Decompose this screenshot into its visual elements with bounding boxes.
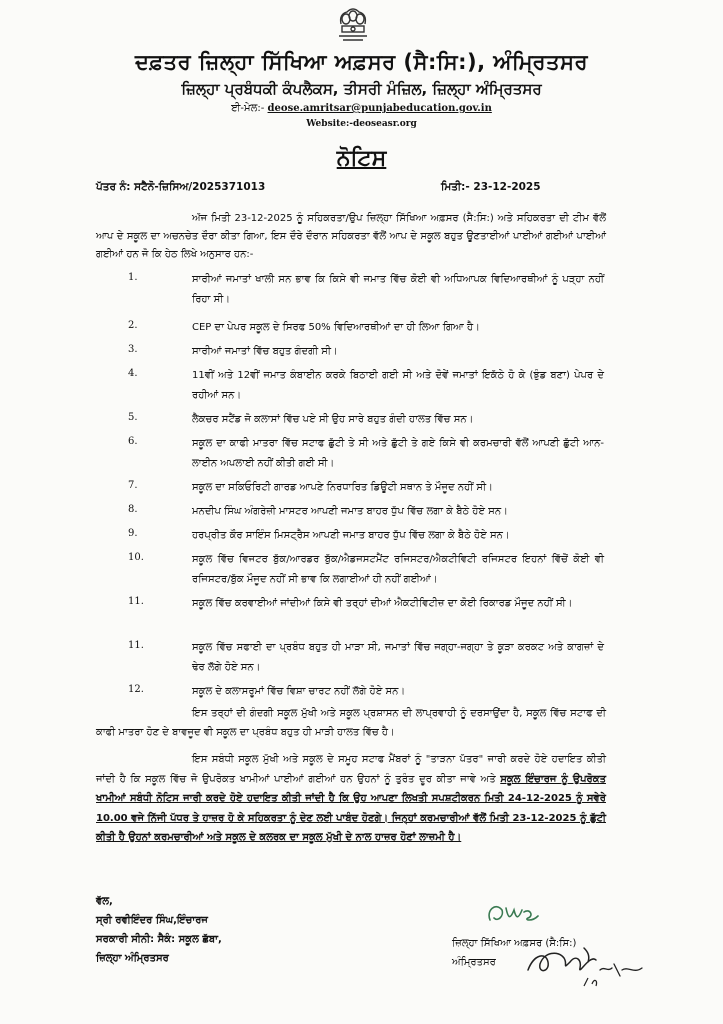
item-text: ਸਕੂਲ ਵਿੱਚ ਵਿਜਟਰ ਬੁੱਕ/ਆਰਡਰ ਬੁੱਕ/ਐਡਜਸਟਮੈਂਟ ਰਜਿਸਟਰ/ਐਕਟੀਵਿਟੀ ਰਜਿਸਟਰ ਇਹਨਾਂ ਵਿੱਚੋਂ ਕੋਈ ਵੀ ਰਜਿਸਟਰ/ਬੁੱਕ ਮੌਜੂਦ ਨਹੀਂ ਸੀ ਭਾਵ ਕਿ ਲਗਾਈਆਂ ਹੀ ਨਹੀਂ ਗਈਆਂ। [192, 554, 604, 585]
signatory-title: ਜ਼ਿਲ੍ਹਾ ਸਿੱਖਿਆ ਅਫ਼ਸਰ (ਸੈ:ਸਿ:) [452, 938, 577, 949]
intro-paragraph: ਅੱਜ ਮਿਤੀ 23-12-2025 ਨੂੰ ਸਹਿਕਰਤਾ/ਉਪ ਜ਼ਿਲ੍ਹਾ ਸਿੱਖਿਆ ਅਫ਼ਸਰ (ਸੈ:ਸਿ:) ਅਤੇ ਸਹਿਕਰਤਾ ਦੀ ਟੀਮ ਵੱਲੋਂ ਆਪ ਦੇ ਸਕੂਲ ਦਾ ਅਚਨਚੇਤ ਦੌਰਾ ਕੀਤਾ ਗਿਆ, ਇਸ ਦੌਰੇ ਦੌਰਾਨ ਸਹਿਕਰਤਾ ਵੱਲੋਂ ਆਪ ਦੇ ਸਕੂਲ ਬਹੁਤ ਊਣਤਾਈਆਂ ਪਾਈਆਂ ਗਈਆਂ ਪਾਈਆਂ ਗਈਆਂ ਹਨ ਜੋ ਕਿ ਹੇਠ ਲਿਖੇ ਅਨੁਸਾਰ ਹਨ:- [96, 213, 606, 260]
item-number: 9. [128, 528, 138, 539]
item-text: CEP ਦਾ ਪੇਪਰ ਸਕੂਲ ਦੇ ਸਿਰਫ 50% ਵਿਦਿਆਰਥੀਆਂ ਦਾ ਹੀ ਲਿਆ ਗਿਆ ਹੈ। [192, 322, 480, 333]
initials-signature [484, 898, 544, 930]
item-number: 7. [128, 480, 138, 491]
item-text: ਸਕੂਲ ਵਿੱਚ ਕਰਵਾਈਆਂ ਜਾਂਦੀਆਂ ਕਿਸੇ ਵੀ ਤਰ੍ਹਾਂ ਦੀਆਂ ਐਕਟੀਵਿਟੀਜ਼ ਦਾ ਕੋਈ ਰਿਕਾਰਡ ਮੌਜੂਦ ਨਹੀਂ ਸੀ। [192, 598, 573, 609]
item-number: 1. [128, 272, 138, 283]
item-number: 5. [128, 412, 138, 423]
item-number: 8. [128, 504, 138, 515]
item-text: ਹਰਪ੍ਰੀਤ ਕੌਰ ਸਾਇੰਸ ਮਿਸਟ੍ਰੈਸ ਆਪਣੀ ਜਮਾਤ ਬਾਹਰ ਧੁੱਪ ਵਿੱਚ ਲਗਾ ਕੇ ਬੈਠੇ ਹੋਏ ਸਨ। [192, 530, 510, 541]
email-line [0, 103, 723, 114]
item-text: ਸਕੂਲ ਦਾ ਸਕਿਓਰਿਟੀ ਗਾਰਡ ਆਪਣੇ ਨਿਰਧਾਰਿਤ ਡਿਊਟੀ ਸਥਾਨ ਤੇ ਮੌਜੂਦ ਨਹੀਂ ਸੀ। [192, 482, 493, 493]
item-text: ਸਕੂਲ ਵਿੱਚ ਸਫਾਈ ਦਾ ਪ੍ਰਬੰਧ ਬਹੁਤ ਹੀ ਮਾੜਾ ਸੀ, ਜਮਾਤਾਂ ਵਿੱਚ ਜਗ੍ਹਾ-ਜਗ੍ਹਾ ਤੇ ਕੂੜਾ ਕਰਕਟ ਅਤੇ ਕਾਗਜ਼ਾਂ ਦੇ ਢੇਰ ਲੱਗੇ ਹੋਏ ਸਨ। [192, 642, 604, 673]
state-emblem-icon [333, 2, 373, 48]
item-number: 10. [128, 552, 144, 563]
office-address: ਜ਼ਿਲ੍ਹਾ ਪ੍ਰਬੰਧਕੀ ਕੰਪਲੈਕਸ, ਤੀਸਰੀ ਮੰਜ਼ਿਲ, ਜ਼ਿਲ੍ਹਾ ਅੰਮ੍ਰਿਤਸਰ [181, 80, 542, 98]
recipient-district: ਜ਼ਿਲ੍ਹਾ ਅੰਮ੍ਰਿਤਸਰ [96, 953, 169, 964]
notice-date: ਮਿਤੀ:- 23-12-2025 [441, 181, 541, 193]
recipient-label: ਵੱਲ, [96, 896, 113, 907]
recipient-name: ਸ੍ਰੀ ਰਵੀਇੰਦਰ ਸਿੰਘ,ਇੰਚਾਰਜ [96, 915, 208, 926]
signatory-place: ਅੰਮ੍ਰਿਤਸਰ [452, 957, 496, 968]
item-number: 6. [128, 436, 138, 447]
item-text: 11ਵੀਂ ਅਤੇ 12ਵੀਂ ਜਮਾਤ ਕੰਬਾਈਨ ਕਰਕੇ ਬਿਠਾਈ ਗਈ ਸੀ ਅਤੇ ਦੋਵੇਂ ਜਮਾਤਾਂ ਇਕੱਠੇ ਹੋ ਕੇ (ਝੁੰਡ ਬਣਾ) ਪੇਪਰ ਦੇ ਰਹੀਆਂ ਸਨ। [192, 370, 604, 401]
item-number: 4. [128, 368, 138, 379]
item-text: ਲੈਕਚਰ ਸਟੈਂਡ ਜੋ ਕਲਾਸਾਂ ਵਿੱਚ ਪਏ ਸੀ ਉਹ ਸਾਰੇ ਬਹੁਤ ਗੰਦੀ ਹਾਲਤ ਵਿੱਚ ਸਨ। [192, 414, 474, 425]
instruction-bold-text: ਸਕੂਲ ਇੰਚਾਰਜ ਨੂੰ ਉਪਰੋਕਤ ਖਾਮੀਆਂ ਸਬੰਧੀ ਨੋਟਿਸ ਜਾਰੀ ਕਰਦੇ ਹੋਏ ਹਦਾਇਤ ਕੀਤੀ ਜਾਂਦੀ ਹੈ ਕਿ ਉਹ ਆਪਣਾ ਲਿਖਤੀ ਸਪਸ਼ਟੀਕਰਨ ਮਿਤੀ 24-12-2025 ਨੂੰ ਸਵੇਰੇ 10.00 ਵਜੇ ਨਿੱਜੀ ਪੱਧਰ ਤੇ ਹਾਜ਼ਰ ਹੋ ਕੇ ਸਹਿਕਰਤਾ ਨੂੰ ਦੇਣ ਲਈ ਪਾਬੰਦ ਹੋਣਗੇ। ਜਿਨ੍ਹਾਂ ਕਰਮਚਾਰੀਆਂ ਵੱਲੋਂ ਮਿਤੀ 23-12-2025 ਨੂੰ ਛੁੱਟੀ ਕੀਤੀ ਹੈ ਉਹਨਾਂ ਕਰਮਚਾਰੀਆਂ ਅਤੇ ਸਕੂਲ ਦੇ ਕਲਰਕ ਦਾ ਸਕੂਲ ਮੁੱਖੀ ਦੇ ਨਾਲ ਹਾਜ਼ਰ ਹੋਣਾਂ ਲਾਜ਼ਮੀ ਹੈ। [96, 773, 606, 843]
item-number: 3. [128, 344, 138, 355]
instruction-paragraph [96, 750, 606, 848]
reference-number: ਪੱਤਰ ਨੰ: ਸਟੈਨੋ-ਜ਼ਿਸਿਅ/2025371013 [96, 181, 266, 193]
email-link[interactable]: deose.amritsar@punjabeducation.gov.in [267, 103, 492, 114]
recipient-block [96, 892, 222, 968]
item-text: ਮਨਦੀਪ ਸਿੰਘ ਅੰਗਰੇਜ਼ੀ ਮਾਸਟਰ ਆਪਣੀ ਜਮਾਤ ਬਾਹਰ ਧੁੱਪ ਵਿੱਚ ਲਗਾ ਕੇ ਬੈਠੇ ਹੋਏ ਸਨ। [192, 506, 508, 517]
website-line: Website:-deoseasr.org [306, 119, 417, 129]
item-number: 11. [128, 640, 144, 651]
instruction-text: ਇਸ ਸਬੰਧੀ ਸਕੂਲ ਮੁੱਖੀ ਅਤੇ ਸਕੂਲ ਦੇ ਸਮੂਹ ਸਟਾਫ ਮੈਂਬਰਾਂ ਨੂੰ "ਤਾੜਨਾ ਪੱਤਰ" ਜਾਰੀ ਕਰਦੇ ਹੋਏ ਹਦਾਇਤ ਕੀਤੀ ਜਾਂਦੀ ਹੈ ਕਿ ਸਕੂਲ ਵਿੱਚ ਜੋ ਉਪਰੋਕਤ ਖਾਮੀਆਂ ਪਾਈਆਂ ਗਈਆਂ ਹਨ ਉਹਨਾਂ ਨੂੰ ਤੁਰੰਤ ਦੂਰ ਕੀਤਾ ਜਾਵੇ ਅਤੇ [96, 754, 606, 785]
item-text: ਸਾਰੀਆਂ ਜਮਾਤਾਂ ਵਿੱਚ ਬਹੁਤ ਗੰਦਗੀ ਸੀ। [192, 346, 338, 357]
item-number: 11. [128, 596, 144, 607]
officer-signature [524, 940, 654, 990]
recipient-school: ਸਰਕਾਰੀ ਸੀਨੀ: ਸੈਕੰ: ਸਕੂਲ ਛੱਬਾ, [96, 934, 222, 945]
conclusion-paragraph: ਇਸ ਤਰ੍ਹਾਂ ਦੀ ਗੰਦਗੀ ਸਕੂਲ ਮੁੱਖੀ ਅਤੇ ਸਕੂਲ ਪ੍ਰਸ਼ਾਸਨ ਦੀ ਲਾਪ੍ਰਵਾਹੀ ਨੂੰ ਦਰਸਾਉਂਦਾ ਹੈ, ਸਕੂਲ ਵਿੱਚ ਸਟਾਫ ਦੀ ਕਾਫੀ ਮਾਤਰਾ ਹੋਣ ਦੇ ਬਾਵਜੂਦ ਵੀ ਸਕੂਲ ਦਾ ਪ੍ਰਬੰਧ ਬਹੁਤ ਹੀ ਮਾੜੀ ਹਾਲਤ ਵਿੱਚ ਹੈ। [96, 708, 606, 738]
item-text: ਸਾਰੀਆਂ ਜਮਾਤਾਂ ਖਾਲੀ ਸਨ ਭਾਵ ਕਿ ਕਿਸੇ ਵੀ ਜਮਾਤ ਵਿੱਚ ਕੋਈ ਵੀ ਅਧਿਆਪਕ ਵਿਦਿਆਰਥੀਆਂ ਨੂੰ ਪੜ੍ਹਾ ਨਹੀਂ ਰਿਹਾ ਸੀ। [192, 274, 604, 305]
notice-heading: ਨੋਟਿਸ [336, 146, 387, 171]
item-text: ਸਕੂਲ ਦੇ ਕਲਾਸਰੂਮਾਂ ਵਿੱਚ ਵਿਸ਼ਾ ਚਾਰਟ ਨਹੀਂ ਲੱਗੇ ਹੋਏ ਸਨ। [192, 686, 406, 697]
item-number: 12. [128, 684, 144, 695]
email-label: ਈ-ਮੇਲ:- [231, 103, 265, 114]
item-text: ਸਕੂਲ ਦਾ ਕਾਫੀ ਮਾਤਰਾ ਵਿੱਚ ਸਟਾਫ ਛੁੱਟੀ ਤੇ ਸੀ ਅਤੇ ਛੁੱਟੀ ਤੇ ਗਏ ਕਿਸੇ ਵੀ ਕਰਮਚਾਰੀ ਵੱਲੋਂ ਆਪਣੀ ਛੁੱਟੀ ਆਨ-ਲਾਈਨ ਅਪਲਾਈ ਨਹੀਂ ਕੀਤੀ ਗਈ ਸੀ। [192, 438, 604, 469]
office-title: ਦਫ਼ਤਰ ਜ਼ਿਲ੍ਹਾ ਸਿੱਖਿਆ ਅਫ਼ਸਰ (ਸੈ:ਸਿ:), ਅੰਮ੍ਰਿਤਸਰ [134, 50, 589, 74]
item-number: 2. [128, 320, 138, 331]
